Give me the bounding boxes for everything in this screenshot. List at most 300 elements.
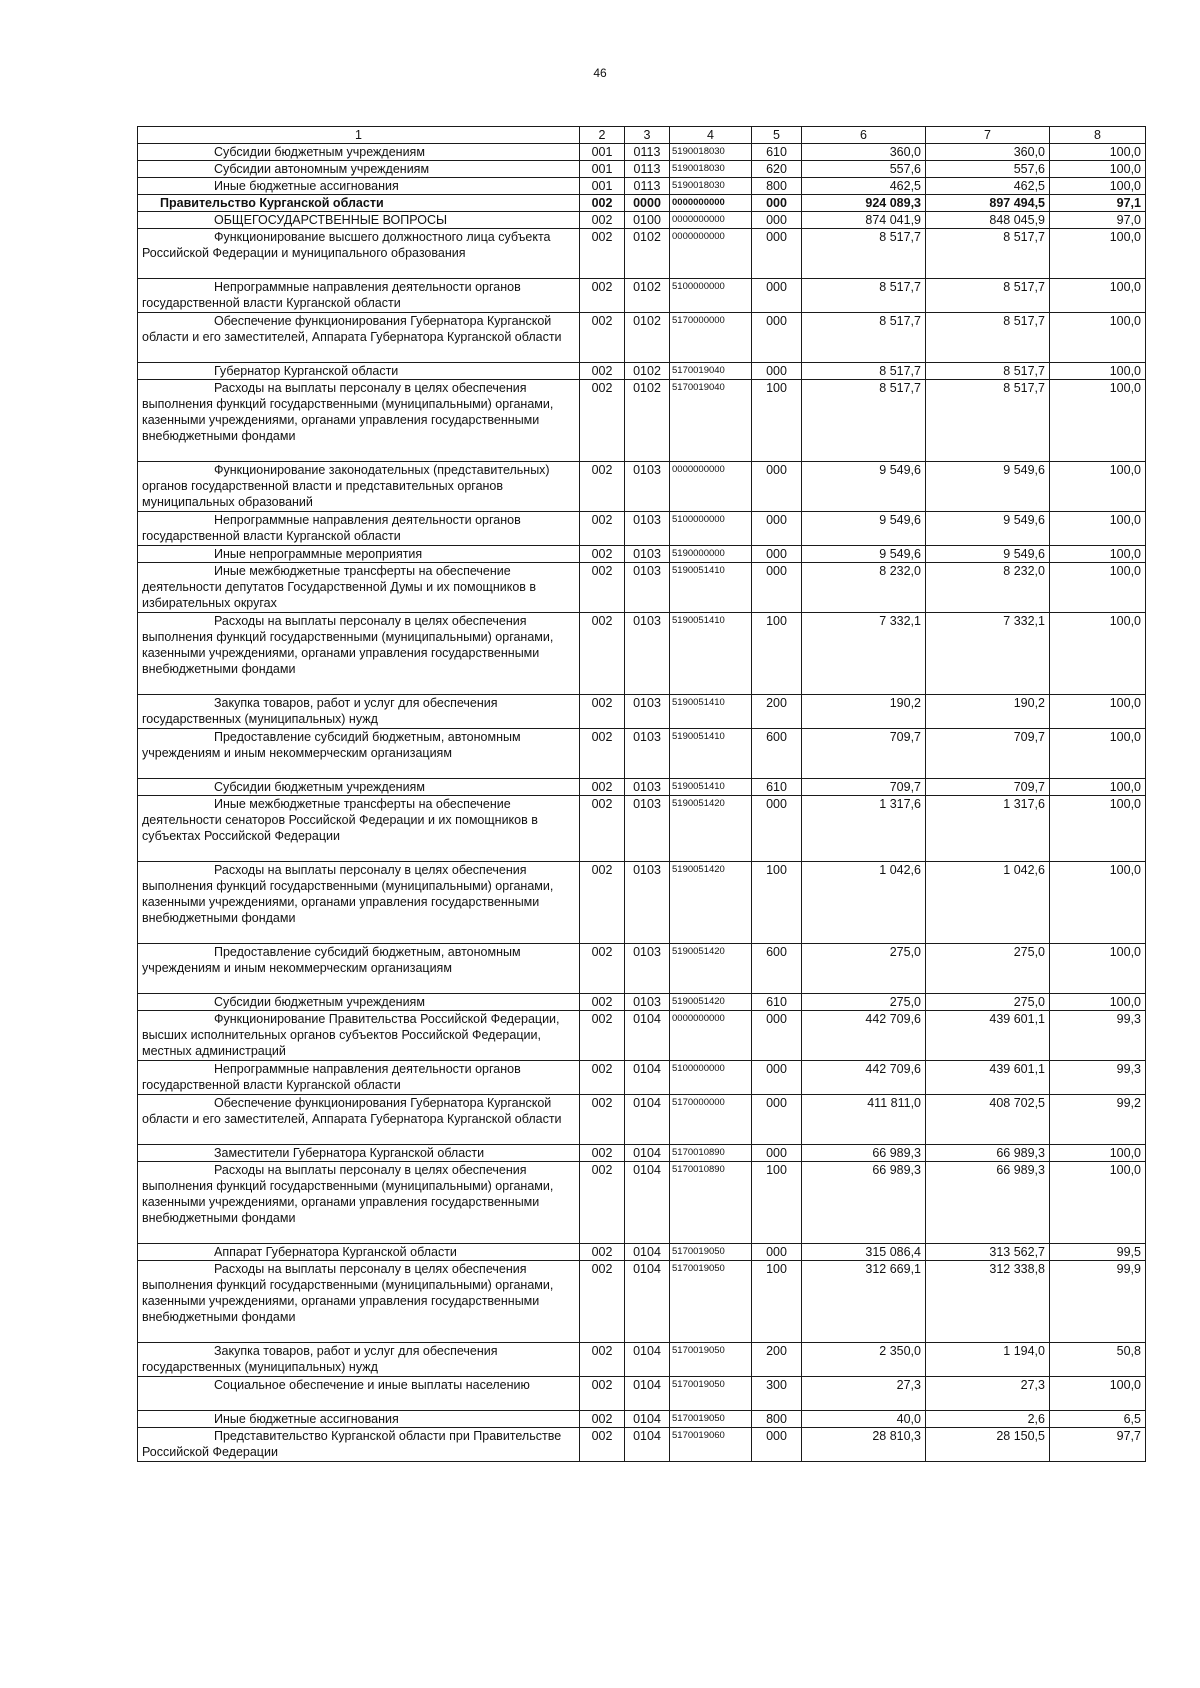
section-code-cell: 0103 bbox=[625, 563, 670, 613]
planned-amount-cell: 874 041,9 bbox=[802, 212, 926, 229]
percent-cell: 100,0 bbox=[1050, 313, 1146, 363]
actual-amount-cell: 275,0 bbox=[926, 944, 1050, 994]
planned-amount-cell: 8 232,0 bbox=[802, 563, 926, 613]
admin-code-cell: 001 bbox=[580, 178, 625, 195]
table-row bbox=[138, 796, 1146, 862]
table-row bbox=[138, 1261, 1146, 1343]
actual-amount-cell: 897 494,5 bbox=[926, 195, 1050, 212]
planned-amount-cell: 40,0 bbox=[802, 1411, 926, 1428]
target-code-cell: 5100000000 bbox=[670, 512, 752, 546]
planned-amount-cell: 442 709,6 bbox=[802, 1061, 926, 1095]
target-code-cell: 5170019060 bbox=[670, 1428, 752, 1462]
admin-code-cell: 002 bbox=[580, 1411, 625, 1428]
expense-type-cell: 800 bbox=[752, 1411, 802, 1428]
table-row bbox=[138, 779, 1146, 796]
admin-code-cell: 002 bbox=[580, 1377, 625, 1411]
percent-cell: 99,3 bbox=[1050, 1061, 1146, 1095]
section-code-cell: 0104 bbox=[625, 1377, 670, 1411]
admin-code-cell: 002 bbox=[580, 779, 625, 796]
row-name-cell: Губернатор Курганской области bbox=[138, 363, 580, 380]
actual-amount-cell: 66 989,3 bbox=[926, 1145, 1050, 1162]
admin-code-cell: 002 bbox=[580, 1095, 625, 1145]
admin-code-cell: 002 bbox=[580, 195, 625, 212]
row-name-cell: Правительство Курганской области bbox=[138, 195, 580, 212]
column-header: 6 bbox=[802, 127, 926, 144]
expense-type-cell: 100 bbox=[752, 613, 802, 695]
table-row bbox=[138, 313, 1146, 363]
admin-code-cell: 002 bbox=[580, 796, 625, 862]
percent-cell: 100,0 bbox=[1050, 613, 1146, 695]
actual-amount-cell: 9 549,6 bbox=[926, 512, 1050, 546]
row-name-cell: Обеспечение функционирования Губернатора Курганской области и его заместителей, Аппарата Губернатора Курганской области bbox=[138, 1095, 580, 1145]
table-row bbox=[138, 1377, 1146, 1411]
expense-type-cell: 000 bbox=[752, 363, 802, 380]
target-code-cell: 5190051420 bbox=[670, 862, 752, 944]
percent-cell: 99,3 bbox=[1050, 1011, 1146, 1061]
planned-amount-cell: 275,0 bbox=[802, 994, 926, 1011]
target-code-cell: 5170010890 bbox=[670, 1145, 752, 1162]
admin-code-cell: 002 bbox=[580, 1061, 625, 1095]
row-name-cell: Непрограммные направления деятельности органов государственной власти Курганской области bbox=[138, 279, 580, 313]
section-code-cell: 0103 bbox=[625, 695, 670, 729]
row-name-cell: Социальное обеспечение и иные выплаты населению bbox=[138, 1377, 580, 1411]
admin-code-cell: 002 bbox=[580, 313, 625, 363]
table-row bbox=[138, 546, 1146, 563]
expense-type-cell: 610 bbox=[752, 144, 802, 161]
row-name-cell: Функционирование высшего должностного лица субъекта Российской Федерации и муниципального образования bbox=[138, 229, 580, 279]
section-code-cell: 0104 bbox=[625, 1061, 670, 1095]
actual-amount-cell: 709,7 bbox=[926, 729, 1050, 779]
row-name-cell: Аппарат Губернатора Курганской области bbox=[138, 1244, 580, 1261]
section-code-cell: 0104 bbox=[625, 1428, 670, 1462]
percent-cell: 100,0 bbox=[1050, 1162, 1146, 1244]
percent-cell: 100,0 bbox=[1050, 729, 1146, 779]
section-code-cell: 0113 bbox=[625, 144, 670, 161]
percent-cell: 100,0 bbox=[1050, 1377, 1146, 1411]
row-name-cell: Иные бюджетные ассигнования bbox=[138, 178, 580, 195]
page-number: 46 bbox=[593, 66, 607, 80]
target-code-cell: 5190051420 bbox=[670, 796, 752, 862]
planned-amount-cell: 66 989,3 bbox=[802, 1162, 926, 1244]
planned-amount-cell: 462,5 bbox=[802, 178, 926, 195]
actual-amount-cell: 557,6 bbox=[926, 161, 1050, 178]
section-code-cell: 0100 bbox=[625, 212, 670, 229]
percent-cell: 100,0 bbox=[1050, 279, 1146, 313]
target-code-cell: 5190051410 bbox=[670, 613, 752, 695]
admin-code-cell: 002 bbox=[580, 546, 625, 563]
target-code-cell: 5190051410 bbox=[670, 779, 752, 796]
row-name-cell: Расходы на выплаты персоналу в целях обеспечения выполнения функций государственными (муниципальными) органами, казенными учреждениями, органами управления государственными внебюджетными фондами bbox=[138, 1261, 580, 1343]
target-code-cell: 0000000000 bbox=[670, 1011, 752, 1061]
row-name-cell: Иные непрограммные мероприятия bbox=[138, 546, 580, 563]
admin-code-cell: 002 bbox=[580, 1343, 625, 1377]
row-name-cell: Субсидии бюджетным учреждениям bbox=[138, 144, 580, 161]
section-code-cell: 0103 bbox=[625, 796, 670, 862]
section-code-cell: 0104 bbox=[625, 1261, 670, 1343]
section-code-cell: 0113 bbox=[625, 178, 670, 195]
actual-amount-cell: 8 517,7 bbox=[926, 363, 1050, 380]
expense-type-cell: 000 bbox=[752, 279, 802, 313]
actual-amount-cell: 462,5 bbox=[926, 178, 1050, 195]
admin-code-cell: 002 bbox=[580, 729, 625, 779]
row-name-cell: Иные межбюджетные трансферты на обеспечение деятельности депутатов Государственной Думы и их помощников в избирательных округах bbox=[138, 563, 580, 613]
column-header: 2 bbox=[580, 127, 625, 144]
actual-amount-cell: 312 338,8 bbox=[926, 1261, 1050, 1343]
column-header: 3 bbox=[625, 127, 670, 144]
expense-type-cell: 000 bbox=[752, 1244, 802, 1261]
target-code-cell: 5190051420 bbox=[670, 994, 752, 1011]
row-name-cell: Функционирование Правительства Российской Федерации, высших исполнительных органов субъектов Российской Федерации, местных администраций bbox=[138, 1011, 580, 1061]
section-code-cell: 0000 bbox=[625, 195, 670, 212]
table-row bbox=[138, 729, 1146, 779]
table-row bbox=[138, 1428, 1146, 1462]
percent-cell: 100,0 bbox=[1050, 380, 1146, 462]
section-code-cell: 0104 bbox=[625, 1162, 670, 1244]
admin-code-cell: 002 bbox=[580, 279, 625, 313]
target-code-cell: 5100000000 bbox=[670, 279, 752, 313]
actual-amount-cell: 1 194,0 bbox=[926, 1343, 1050, 1377]
actual-amount-cell: 8 517,7 bbox=[926, 279, 1050, 313]
table-row bbox=[138, 229, 1146, 279]
row-name-cell: Предоставление субсидий бюджетным, автономным учреждениям и иным некоммерческим организациям bbox=[138, 944, 580, 994]
planned-amount-cell: 8 517,7 bbox=[802, 313, 926, 363]
expense-type-cell: 000 bbox=[752, 512, 802, 546]
actual-amount-cell: 9 549,6 bbox=[926, 462, 1050, 512]
target-code-cell: 5170019050 bbox=[670, 1411, 752, 1428]
admin-code-cell: 002 bbox=[580, 944, 625, 994]
admin-code-cell: 002 bbox=[580, 512, 625, 546]
planned-amount-cell: 315 086,4 bbox=[802, 1244, 926, 1261]
admin-code-cell: 002 bbox=[580, 862, 625, 944]
section-code-cell: 0103 bbox=[625, 512, 670, 546]
actual-amount-cell: 275,0 bbox=[926, 994, 1050, 1011]
row-name-cell: ОБЩЕГОСУДАРСТВЕННЫЕ ВОПРОСЫ bbox=[138, 212, 580, 229]
actual-amount-cell: 1 317,6 bbox=[926, 796, 1050, 862]
planned-amount-cell: 2 350,0 bbox=[802, 1343, 926, 1377]
row-name-cell: Расходы на выплаты персоналу в целях обеспечения выполнения функций государственными (муниципальными) органами, казенными учреждениями, органами управления государственными внебюджетными фондами bbox=[138, 380, 580, 462]
expense-type-cell: 300 bbox=[752, 1377, 802, 1411]
planned-amount-cell: 709,7 bbox=[802, 729, 926, 779]
table-row bbox=[138, 944, 1146, 994]
table-row bbox=[138, 1343, 1146, 1377]
table-row bbox=[138, 1095, 1146, 1145]
table-row bbox=[138, 161, 1146, 178]
planned-amount-cell: 924 089,3 bbox=[802, 195, 926, 212]
section-code-cell: 0103 bbox=[625, 546, 670, 563]
budget-table bbox=[137, 126, 1146, 1462]
percent-cell: 100,0 bbox=[1050, 363, 1146, 380]
admin-code-cell: 002 bbox=[580, 229, 625, 279]
actual-amount-cell: 8 517,7 bbox=[926, 380, 1050, 462]
percent-cell: 6,5 bbox=[1050, 1411, 1146, 1428]
percent-cell: 100,0 bbox=[1050, 462, 1146, 512]
actual-amount-cell: 313 562,7 bbox=[926, 1244, 1050, 1261]
target-code-cell: 5100000000 bbox=[670, 1061, 752, 1095]
row-name-cell: Заместители Губернатора Курганской области bbox=[138, 1145, 580, 1162]
percent-cell: 97,7 bbox=[1050, 1428, 1146, 1462]
planned-amount-cell: 190,2 bbox=[802, 695, 926, 729]
target-code-cell: 5190018030 bbox=[670, 178, 752, 195]
target-code-cell: 5170019050 bbox=[670, 1244, 752, 1261]
planned-amount-cell: 275,0 bbox=[802, 944, 926, 994]
planned-amount-cell: 28 810,3 bbox=[802, 1428, 926, 1462]
column-header: 5 bbox=[752, 127, 802, 144]
expense-type-cell: 000 bbox=[752, 229, 802, 279]
planned-amount-cell: 411 811,0 bbox=[802, 1095, 926, 1145]
table-row bbox=[138, 279, 1146, 313]
percent-cell: 100,0 bbox=[1050, 779, 1146, 796]
row-name-cell: Закупка товаров, работ и услуг для обеспечения государственных (муниципальных) нужд bbox=[138, 1343, 580, 1377]
section-code-cell: 0102 bbox=[625, 363, 670, 380]
actual-amount-cell: 190,2 bbox=[926, 695, 1050, 729]
section-code-cell: 0102 bbox=[625, 279, 670, 313]
table-body bbox=[138, 127, 1146, 1462]
row-name-cell: Субсидии автономным учреждениям bbox=[138, 161, 580, 178]
section-code-cell: 0113 bbox=[625, 161, 670, 178]
row-name-cell: Иные бюджетные ассигнования bbox=[138, 1411, 580, 1428]
actual-amount-cell: 848 045,9 bbox=[926, 212, 1050, 229]
planned-amount-cell: 557,6 bbox=[802, 161, 926, 178]
admin-code-cell: 002 bbox=[580, 212, 625, 229]
target-code-cell: 5170000000 bbox=[670, 313, 752, 363]
percent-cell: 99,9 bbox=[1050, 1261, 1146, 1343]
planned-amount-cell: 360,0 bbox=[802, 144, 926, 161]
section-code-cell: 0103 bbox=[625, 613, 670, 695]
percent-cell: 50,8 bbox=[1050, 1343, 1146, 1377]
table-row bbox=[138, 1011, 1146, 1061]
actual-amount-cell: 360,0 bbox=[926, 144, 1050, 161]
planned-amount-cell: 8 517,7 bbox=[802, 363, 926, 380]
planned-amount-cell: 312 669,1 bbox=[802, 1261, 926, 1343]
planned-amount-cell: 709,7 bbox=[802, 779, 926, 796]
percent-cell: 100,0 bbox=[1050, 695, 1146, 729]
expense-type-cell: 200 bbox=[752, 695, 802, 729]
percent-cell: 100,0 bbox=[1050, 1145, 1146, 1162]
target-code-cell: 5170000000 bbox=[670, 1095, 752, 1145]
section-code-cell: 0103 bbox=[625, 944, 670, 994]
table-row bbox=[138, 695, 1146, 729]
target-code-cell: 5170019040 bbox=[670, 363, 752, 380]
admin-code-cell: 002 bbox=[580, 1428, 625, 1462]
target-code-cell: 5190051410 bbox=[670, 729, 752, 779]
planned-amount-cell: 8 517,7 bbox=[802, 229, 926, 279]
planned-amount-cell: 1 317,6 bbox=[802, 796, 926, 862]
planned-amount-cell: 9 549,6 bbox=[802, 546, 926, 563]
actual-amount-cell: 408 702,5 bbox=[926, 1095, 1050, 1145]
expense-type-cell: 000 bbox=[752, 796, 802, 862]
actual-amount-cell: 7 332,1 bbox=[926, 613, 1050, 695]
table-row bbox=[138, 862, 1146, 944]
admin-code-cell: 002 bbox=[580, 1261, 625, 1343]
planned-amount-cell: 7 332,1 bbox=[802, 613, 926, 695]
expense-type-cell: 200 bbox=[752, 1343, 802, 1377]
table-row bbox=[138, 462, 1146, 512]
target-code-cell: 5170019050 bbox=[670, 1377, 752, 1411]
row-name-cell: Иные межбюджетные трансферты на обеспечение деятельности сенаторов Российской Федерации и их помощников в субъектах Российской Федерации bbox=[138, 796, 580, 862]
section-code-cell: 0104 bbox=[625, 1244, 670, 1261]
table-row bbox=[138, 178, 1146, 195]
percent-cell: 97,0 bbox=[1050, 212, 1146, 229]
table-row bbox=[138, 212, 1146, 229]
expense-type-cell: 600 bbox=[752, 729, 802, 779]
percent-cell: 99,5 bbox=[1050, 1244, 1146, 1261]
table-row bbox=[138, 195, 1146, 212]
percent-cell: 100,0 bbox=[1050, 161, 1146, 178]
percent-cell: 100,0 bbox=[1050, 862, 1146, 944]
admin-code-cell: 001 bbox=[580, 161, 625, 178]
row-name-cell: Непрограммные направления деятельности органов государственной власти Курганской области bbox=[138, 1061, 580, 1095]
section-code-cell: 0104 bbox=[625, 1145, 670, 1162]
section-code-cell: 0103 bbox=[625, 862, 670, 944]
target-code-cell: 5170019040 bbox=[670, 380, 752, 462]
expense-type-cell: 100 bbox=[752, 1261, 802, 1343]
percent-cell: 100,0 bbox=[1050, 994, 1146, 1011]
percent-cell: 100,0 bbox=[1050, 944, 1146, 994]
expense-type-cell: 000 bbox=[752, 546, 802, 563]
expense-type-cell: 000 bbox=[752, 195, 802, 212]
actual-amount-cell: 709,7 bbox=[926, 779, 1050, 796]
row-name-cell: Непрограммные направления деятельности органов государственной власти Курганской области bbox=[138, 512, 580, 546]
actual-amount-cell: 2,6 bbox=[926, 1411, 1050, 1428]
expense-type-cell: 600 bbox=[752, 944, 802, 994]
column-header: 1 bbox=[138, 127, 580, 144]
admin-code-cell: 002 bbox=[580, 994, 625, 1011]
expense-type-cell: 000 bbox=[752, 313, 802, 363]
target-code-cell: 0000000000 bbox=[670, 462, 752, 512]
table-row bbox=[138, 563, 1146, 613]
row-name-cell: Обеспечение функционирования Губернатора Курганской области и его заместителей, Аппарата Губернатора Курганской области bbox=[138, 313, 580, 363]
admin-code-cell: 002 bbox=[580, 1011, 625, 1061]
expense-type-cell: 100 bbox=[752, 862, 802, 944]
expense-type-cell: 000 bbox=[752, 563, 802, 613]
expense-type-cell: 000 bbox=[752, 1061, 802, 1095]
table-row bbox=[138, 1162, 1146, 1244]
expense-type-cell: 000 bbox=[752, 1428, 802, 1462]
percent-cell: 100,0 bbox=[1050, 563, 1146, 613]
section-code-cell: 0104 bbox=[625, 1343, 670, 1377]
table-row bbox=[138, 144, 1146, 161]
percent-cell: 100,0 bbox=[1050, 229, 1146, 279]
admin-code-cell: 002 bbox=[580, 1162, 625, 1244]
section-code-cell: 0104 bbox=[625, 1411, 670, 1428]
planned-amount-cell: 1 042,6 bbox=[802, 862, 926, 944]
target-code-cell: 5170010890 bbox=[670, 1162, 752, 1244]
row-name-cell: Субсидии бюджетным учреждениям bbox=[138, 779, 580, 796]
table-row bbox=[138, 1244, 1146, 1261]
planned-amount-cell: 8 517,7 bbox=[802, 279, 926, 313]
row-name-cell: Функционирование законодательных (представительных) органов государственной власти и представительных органов муниципальных образований bbox=[138, 462, 580, 512]
actual-amount-cell: 8 517,7 bbox=[926, 313, 1050, 363]
expense-type-cell: 000 bbox=[752, 1095, 802, 1145]
expense-type-cell: 000 bbox=[752, 1145, 802, 1162]
section-code-cell: 0104 bbox=[625, 1095, 670, 1145]
planned-amount-cell: 66 989,3 bbox=[802, 1145, 926, 1162]
target-code-cell: 5190051420 bbox=[670, 944, 752, 994]
header-row bbox=[138, 127, 1146, 144]
actual-amount-cell: 28 150,5 bbox=[926, 1428, 1050, 1462]
admin-code-cell: 002 bbox=[580, 380, 625, 462]
column-header: 8 bbox=[1050, 127, 1146, 144]
actual-amount-cell: 66 989,3 bbox=[926, 1162, 1050, 1244]
target-code-cell: 5170019050 bbox=[670, 1261, 752, 1343]
table-row bbox=[138, 1061, 1146, 1095]
actual-amount-cell: 1 042,6 bbox=[926, 862, 1050, 944]
section-code-cell: 0104 bbox=[625, 1011, 670, 1061]
planned-amount-cell: 8 517,7 bbox=[802, 380, 926, 462]
target-code-cell: 5190051410 bbox=[670, 695, 752, 729]
row-name-cell: Представительство Курганской области при Правительстве Российской Федерации bbox=[138, 1428, 580, 1462]
admin-code-cell: 002 bbox=[580, 613, 625, 695]
planned-amount-cell: 9 549,6 bbox=[802, 462, 926, 512]
table-row bbox=[138, 613, 1146, 695]
target-code-cell: 0000000000 bbox=[670, 229, 752, 279]
table-row bbox=[138, 1145, 1146, 1162]
percent-cell: 97,1 bbox=[1050, 195, 1146, 212]
target-code-cell: 5190000000 bbox=[670, 546, 752, 563]
percent-cell: 100,0 bbox=[1050, 512, 1146, 546]
section-code-cell: 0103 bbox=[625, 462, 670, 512]
expense-type-cell: 610 bbox=[752, 779, 802, 796]
actual-amount-cell: 8 232,0 bbox=[926, 563, 1050, 613]
target-code-cell: 5190051410 bbox=[670, 563, 752, 613]
percent-cell: 100,0 bbox=[1050, 178, 1146, 195]
table-row bbox=[138, 1411, 1146, 1428]
actual-amount-cell: 8 517,7 bbox=[926, 229, 1050, 279]
table-row bbox=[138, 380, 1146, 462]
section-code-cell: 0103 bbox=[625, 994, 670, 1011]
admin-code-cell: 002 bbox=[580, 695, 625, 729]
section-code-cell: 0103 bbox=[625, 729, 670, 779]
percent-cell: 100,0 bbox=[1050, 546, 1146, 563]
expense-type-cell: 800 bbox=[752, 178, 802, 195]
admin-code-cell: 002 bbox=[580, 1145, 625, 1162]
section-code-cell: 0102 bbox=[625, 380, 670, 462]
table-row bbox=[138, 363, 1146, 380]
actual-amount-cell: 9 549,6 bbox=[926, 546, 1050, 563]
table-row bbox=[138, 994, 1146, 1011]
admin-code-cell: 002 bbox=[580, 1244, 625, 1261]
table-row bbox=[138, 512, 1146, 546]
target-code-cell: 5170019050 bbox=[670, 1343, 752, 1377]
percent-cell: 99,2 bbox=[1050, 1095, 1146, 1145]
expense-type-cell: 620 bbox=[752, 161, 802, 178]
admin-code-cell: 002 bbox=[580, 363, 625, 380]
section-code-cell: 0103 bbox=[625, 779, 670, 796]
row-name-cell: Расходы на выплаты персоналу в целях обеспечения выполнения функций государственными (муниципальными) органами, казенными учреждениями, органами управления государственными внебюджетными фондами bbox=[138, 613, 580, 695]
row-name-cell: Субсидии бюджетным учреждениям bbox=[138, 994, 580, 1011]
planned-amount-cell: 442 709,6 bbox=[802, 1011, 926, 1061]
expense-type-cell: 000 bbox=[752, 462, 802, 512]
target-code-cell: 5190018030 bbox=[670, 161, 752, 178]
target-code-cell: 0000000000 bbox=[670, 212, 752, 229]
expense-type-cell: 000 bbox=[752, 212, 802, 229]
actual-amount-cell: 439 601,1 bbox=[926, 1061, 1050, 1095]
percent-cell: 100,0 bbox=[1050, 796, 1146, 862]
expense-type-cell: 000 bbox=[752, 1011, 802, 1061]
section-code-cell: 0102 bbox=[625, 229, 670, 279]
admin-code-cell: 002 bbox=[580, 563, 625, 613]
column-header: 7 bbox=[926, 127, 1050, 144]
actual-amount-cell: 439 601,1 bbox=[926, 1011, 1050, 1061]
column-header: 4 bbox=[670, 127, 752, 144]
target-code-cell: 0000000000 bbox=[670, 195, 752, 212]
target-code-cell: 5190018030 bbox=[670, 144, 752, 161]
section-code-cell: 0102 bbox=[625, 313, 670, 363]
expense-type-cell: 610 bbox=[752, 994, 802, 1011]
row-name-cell: Расходы на выплаты персоналу в целях обеспечения выполнения функций государственными (муниципальными) органами, казенными учреждениями, органами управления государственными внебюджетными фондами bbox=[138, 1162, 580, 1244]
percent-cell: 100,0 bbox=[1050, 144, 1146, 161]
row-name-cell: Расходы на выплаты персоналу в целях обеспечения выполнения функций государственными (муниципальными) органами, казенными учреждениями, органами управления государственными внебюджетными фондами bbox=[138, 862, 580, 944]
